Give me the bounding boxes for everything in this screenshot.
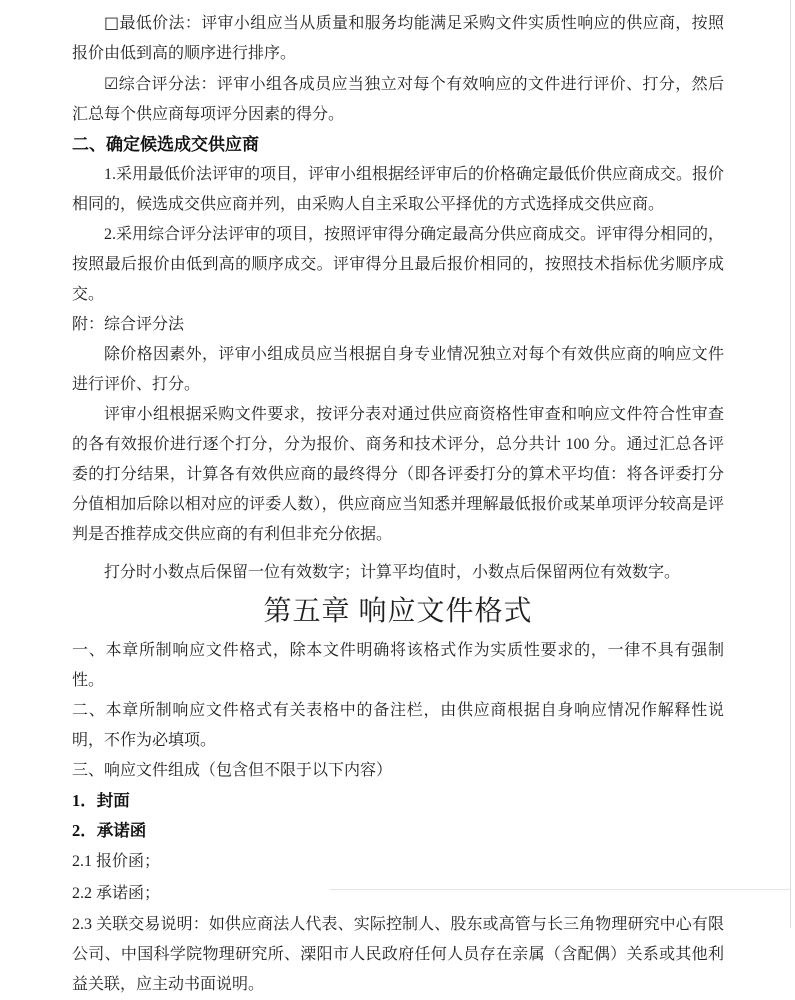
chapter-title: 第五章 响应文件格式: [263, 596, 533, 627]
para-chapter-note-2: 二、本章所制响应文件格式有关表格中的备注栏，由供应商根据自身响应情况作解释性说明，不作为必填项。: [72, 702, 724, 749]
page-right-edge-line: [790, 0, 791, 928]
section-heading-candidate-suppliers: 二、确定候选成交供应商: [72, 135, 259, 154]
para-comprehensive-score-rule: 2.采用综合评分法评审的项目，按照评审得分确定最高分供应商成交。评审得分相同的，按照最后报价由低到高的顺序成交。评审得分且最后报价相同的，按照技术指标优劣顺序成交。: [72, 226, 725, 303]
outline-item-quotation-letter: 2.1 报价函；: [72, 853, 161, 870]
para-chapter-note-1: 一、本章所制响应文件格式，除本文件明确将该格式作为实质性要求的，一律不具有强制性。: [72, 642, 724, 689]
outline-item-cover: 1．封面: [72, 791, 130, 810]
para-chapter-note-3: 三、响应文件组成（包含但不限于以下内容）: [72, 762, 393, 779]
appendix-label: 附：综合评分法: [72, 316, 185, 333]
para-appendix-independent-scoring: 除价格因素外，评审小组成员应当根据自身专业情况独立对每个有效供应商的响应文件进行评价、打分。: [72, 346, 724, 393]
para-lowest-price-method-text: 最低价法：评审小组应当从质量和服务均能满足采购文件实质性响应的供应商，按照报价由低到高的顺序进行排序。: [72, 15, 724, 62]
para-comprehensive-scoring-method-text: 综合评分法：评审小组各成员应当独立对每个有效响应的文件进行评价、打分，然后汇总每个供应商每项评分因素的得分。: [72, 76, 724, 123]
para-lowest-price-rule: 1.采用最低价法评审的项目，评审小组根据经评审后的价格确定最低价供应商成交。报价相同的，候选成交供应商并列，由采购人自主采取公平择优的方式选择成交供应商。: [72, 166, 725, 213]
checkbox-checked-icon: ☑: [104, 74, 119, 93]
checkbox-unchecked-icon: □: [104, 13, 120, 32]
para-appendix-decimal-rule: 打分时小数点后保留一位有效数字；计算平均值时，小数点后保留两位有效数字。: [104, 564, 681, 581]
outline-item-commitment-sub: 2.2 承诺函；: [72, 885, 161, 902]
para-comprehensive-scoring-method: [72, 69, 724, 130]
outline-item-commitment-letter: 2．承诺函: [72, 821, 147, 840]
para-lowest-price-method: [72, 8, 724, 69]
outline-item-related-transaction: 2.3 关联交易说明：如供应商法人代表、实际控制人、股东或高管与长三角物理研究中心有限公司、中国科学院物理研究所、溧阳市人民政府任何人员存在亲属（含配偶）关系或其他利益关联，应主动书面说明。: [72, 916, 724, 993]
page-bottom-edge-line: [330, 889, 791, 890]
para-appendix-scoring-procedure: 评审小组根据采购文件要求，按评分表对通过供应商资格性审查和响应文件符合性审查的各有效报价进行逐个打分，分为报价、商务和技术评分，总分共计 100 分。通过汇总各评委的打分结果，计算各有效供应商的最终得分（即各评委打分的算术平均值：将各评委打分分值相加后除以相对应的评委人数），供应商应当知悉并理解最低报价或某单项评分较高是评判是否推荐成交供应商的有利但非充分依据。: [72, 406, 724, 543]
